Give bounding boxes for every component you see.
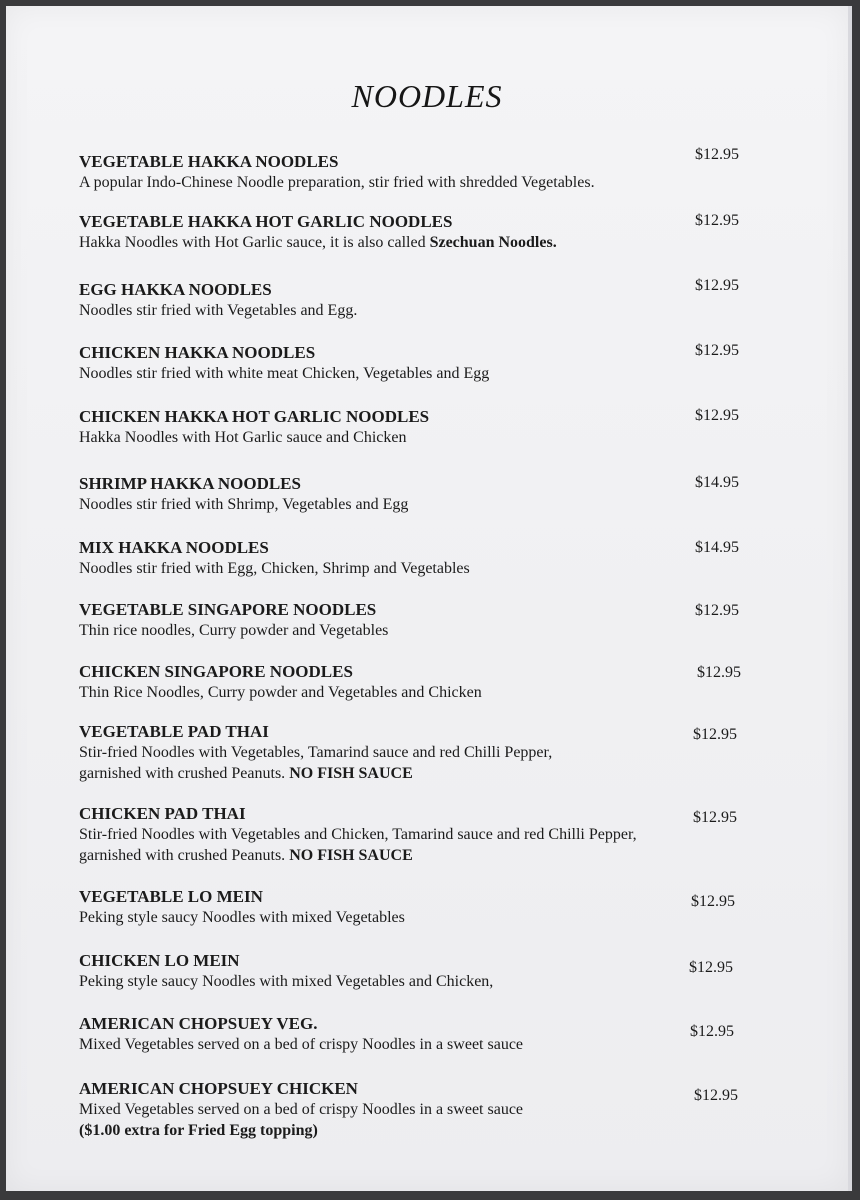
- menu-item: [79, 887, 779, 928]
- item-price: $12.95: [691, 893, 735, 910]
- item-price: $14.95: [695, 539, 739, 556]
- menu-item: [79, 538, 779, 579]
- item-name: VEGETABLE PAD THAI: [79, 722, 269, 741]
- item-description: Peking style saucy Noodles with mixed Vegetables and Chicken,: [79, 973, 494, 990]
- menu-item: [79, 407, 779, 448]
- menu-item: [79, 600, 779, 641]
- menu-item: [79, 1079, 779, 1141]
- item-price: $12.95: [695, 146, 739, 163]
- menu-item: [79, 152, 779, 193]
- item-name: EGG HAKKA NOODLES: [79, 280, 272, 299]
- item-name: SHRIMP HAKKA NOODLES: [79, 474, 301, 493]
- item-description-line2: [79, 1120, 779, 1141]
- item-description: Stir-fried Noodles with Vegetables, Tamarind sauce and red Chilli Pepper,: [79, 744, 553, 761]
- item-price: $12.95: [695, 342, 739, 359]
- item-description: Stir-fried Noodles with Vegetables and Chicken, Tamarind sauce and red Chilli Pepper,: [79, 826, 637, 843]
- item-name: CHICKEN SINGAPORE NOODLES: [79, 662, 353, 681]
- item-price: $12.95: [690, 1023, 734, 1040]
- item-name: AMERICAN CHOPSUEY VEG.: [79, 1014, 318, 1033]
- menu-page: [6, 6, 852, 1191]
- item-description: Noodles stir fried with Egg, Chicken, Shrimp and Vegetables: [79, 560, 470, 577]
- item-description: Noodles stir fried with white meat Chicken, Vegetables and Egg: [79, 365, 490, 382]
- item-description-bold: ($1.00 extra for Fried Egg topping): [79, 1122, 318, 1139]
- menu-item: [79, 280, 779, 321]
- menu-item: [79, 343, 779, 384]
- item-price: $12.95: [695, 602, 739, 619]
- menu-item: [79, 804, 779, 866]
- menu-item: [79, 1014, 779, 1055]
- menu-item: [79, 212, 779, 253]
- item-name: CHICKEN PAD THAI: [79, 804, 246, 823]
- item-description: Noodles stir fried with Vegetables and Egg.: [79, 302, 358, 319]
- item-description: Hakka Noodles with Hot Garlic sauce, it is also called Szechuan Noodles.: [79, 234, 557, 251]
- item-description: Noodles stir fried with Shrimp, Vegetables and Egg: [79, 496, 409, 513]
- item-price: $12.95: [693, 809, 737, 826]
- item-description: Thin rice noodles, Curry powder and Vegetables: [79, 622, 389, 639]
- item-name: CHICKEN LO MEIN: [79, 951, 240, 970]
- item-name: MIX HAKKA NOODLES: [79, 538, 269, 557]
- item-price: $12.95: [694, 1087, 738, 1104]
- item-description-line2: garnished with crushed Peanuts. NO FISH SAUCE: [79, 765, 413, 782]
- item-price: $12.95: [689, 959, 733, 976]
- item-description-bold: NO FISH SAUCE: [289, 765, 413, 782]
- item-price: $12.95: [693, 726, 737, 743]
- item-name: VEGETABLE HAKKA HOT GARLIC NOODLES: [79, 212, 453, 231]
- item-description: Hakka Noodles with Hot Garlic sauce and Chicken: [79, 429, 407, 446]
- menu-item: [79, 722, 779, 784]
- item-description: Peking style saucy Noodles with mixed Vegetables: [79, 909, 405, 926]
- item-name: AMERICAN CHOPSUEY CHICKEN: [79, 1079, 358, 1098]
- item-price: $12.95: [697, 664, 741, 681]
- item-description: Mixed Vegetables served on a bed of crispy Noodles in a sweet sauce: [79, 1101, 524, 1118]
- item-description-line2: garnished with crushed Peanuts. NO FISH SAUCE: [79, 847, 413, 864]
- item-price: $12.95: [695, 407, 739, 424]
- item-description: A popular Indo-Chinese Noodle preparation, stir fried with shredded Vegetables.: [79, 174, 595, 191]
- menu-item: [79, 662, 779, 703]
- item-description-bold: NO FISH SAUCE: [289, 847, 413, 864]
- item-description: Mixed Vegetables served on a bed of crispy Noodles in a sweet sauce: [79, 1036, 524, 1053]
- item-name: CHICKEN HAKKA HOT GARLIC NOODLES: [79, 407, 430, 426]
- item-price: $12.95: [695, 212, 739, 229]
- menu-title: NOODLES: [351, 78, 503, 114]
- item-name: VEGETABLE SINGAPORE NOODLES: [79, 600, 377, 619]
- item-description: Thin Rice Noodles, Curry powder and Vegetables and Chicken: [79, 684, 482, 701]
- menu-item: [79, 474, 779, 515]
- item-price: $12.95: [695, 277, 739, 294]
- item-price: $14.95: [695, 474, 739, 491]
- menu-item: [79, 951, 779, 992]
- item-name: VEGETABLE LO MEIN: [79, 887, 263, 906]
- item-description-bold: Szechuan Noodles.: [429, 234, 557, 251]
- item-name: VEGETABLE HAKKA NOODLES: [79, 152, 339, 171]
- item-name: CHICKEN HAKKA NOODLES: [79, 343, 316, 362]
